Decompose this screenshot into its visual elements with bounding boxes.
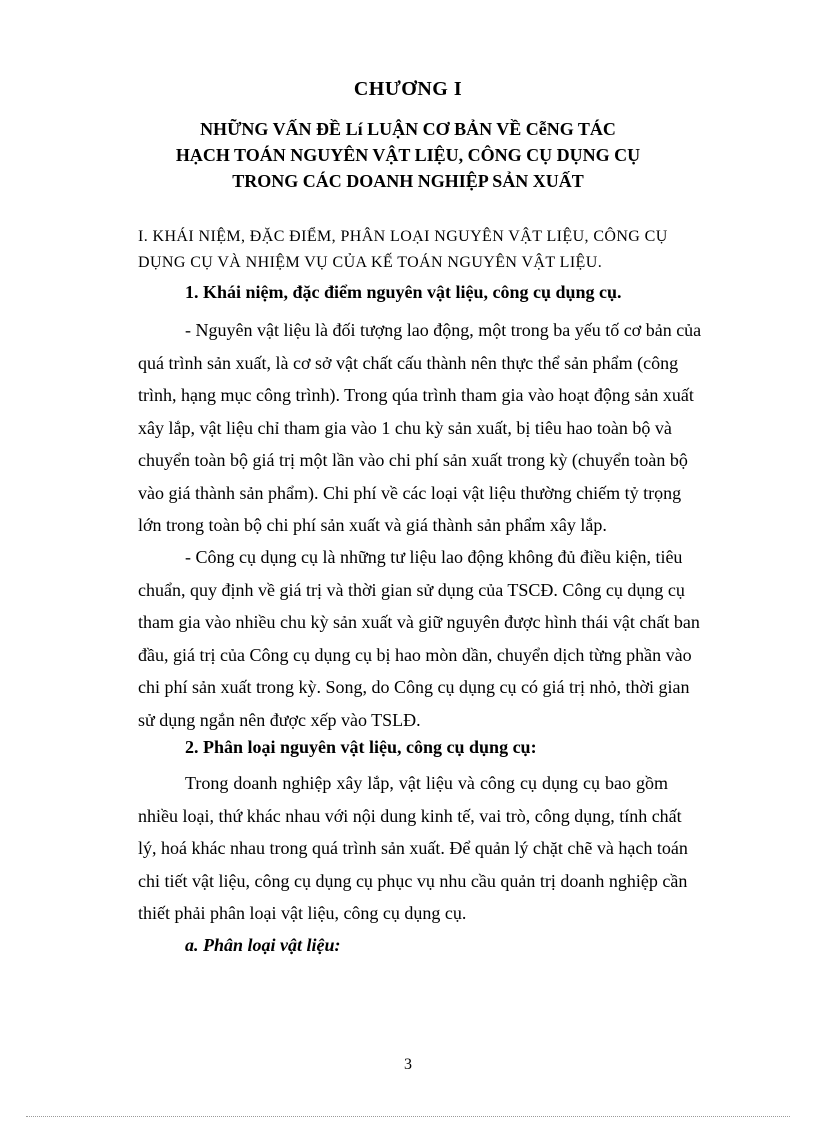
paragraph-line: chuẩn, quy định về giá trị và thời gian sử dụng của TSCĐ. Công cụ dụng cụ <box>138 579 685 600</box>
section-heading-line: DỤNG CỤ VÀ NHIỆM VỤ CỦA KẾ TOÁN NGUYÊN VẬT LIỆU. <box>138 254 603 271</box>
subsection-heading-1: 1. Khái niệm, đặc điểm nguyên vật liệu, công cụ dụng cụ. <box>185 282 622 302</box>
paragraph-classification <box>138 767 688 930</box>
paragraph-line: vào giá thành sản phẩm). Chi phí về các loại vật liệu thường chiếm tỷ trọng <box>138 482 682 503</box>
paragraph-line: sử dụng ngắn nên được xếp vào TSLĐ. <box>138 709 421 730</box>
subsection-heading-2: 2. Phân loại nguyên vật liệu, công cụ dụng cụ: <box>185 737 537 757</box>
subsection-heading-a: a. Phân loại vật liệu: <box>185 935 341 955</box>
paragraph-line: chi phí sản xuất trong kỳ. Song, do Công cụ dụng cụ có giá trị nhỏ, thời gian <box>138 677 690 697</box>
paragraph-line: Trong doanh nghiệp xây lắp, vật liệu và công cụ dụng cụ bao gồm <box>185 773 668 793</box>
paragraph-line: - Công cụ dụng cụ là những tư liệu lao động không đủ điều kiện, tiêu <box>185 547 683 567</box>
paragraph-line: nhiều loại, thứ khác nhau với nội dung kinh tế, vai trò, công dụng, tính chất <box>138 805 682 826</box>
paragraph-line: thiết phải phân loại vật liệu, công cụ dụng cụ. <box>138 903 467 923</box>
chapter-title <box>0 116 816 194</box>
paragraph-raw-materials <box>138 314 702 542</box>
chapter-heading: CHƯƠNG I <box>353 78 463 100</box>
paragraph-line: đầu, giá trị của Công cụ dụng cụ bị hao mòn dần, chuyển dịch từng phần vào <box>138 644 692 665</box>
section-heading-line: I. KHÁI NIỆM, ĐẶC ĐIỂM, PHÂN LOẠI NGUYÊN VẬT LIỆU, CÔNG CỤ <box>138 228 668 245</box>
paragraph-line: lớn trong toàn bộ chi phí sản xuất và giá thành sản phẩm xây lắp. <box>138 515 607 535</box>
paragraph-line: quá trình sản xuất, là cơ sở vật chất cấu thành nên thực thể sản phẩm (công <box>138 352 679 373</box>
paragraph-line: - Nguyên vật liệu là đối tượng lao động, một trong ba yếu tố cơ bản của <box>185 320 702 340</box>
section-heading <box>138 224 668 276</box>
chapter-title-line: HẠCH TOÁN NGUYÊN VẬT LIỆU, CÔNG CỤ DỤNG CỤ <box>175 145 641 165</box>
chapter-title-line: TRONG CÁC DOANH NGHIỆP SẢN XUẤT <box>232 171 584 191</box>
footer-divider <box>26 1116 790 1117</box>
paragraph-line: xây lắp, vật liệu chỉ tham gia vào 1 chu kỳ sản xuất, bị tiêu hao toàn bộ và <box>138 417 672 438</box>
paragraph-line: chi tiết vật liệu, công cụ dụng cụ phục vụ nhu cầu quản trị doanh nghiệp cần <box>138 870 688 891</box>
paragraph-tools <box>138 541 700 736</box>
paragraph-line: lý, hoá khác nhau trong quá trình sản xuất. Để quản lý chặt chẽ và hạch toán <box>138 838 688 858</box>
paragraph-line: chuyển toàn bộ giá trị một lần vào chi phí sản xuất trong kỳ (chuyển toàn bộ <box>138 450 688 470</box>
paragraph-line: trình, hạng mục công trình). Trong qúa trình tham gia vào hoạt động sản xuất <box>138 385 694 405</box>
paragraph-line: tham gia vào nhiều chu kỳ sản xuất và giữ nguyên được hình thái vật chất ban <box>138 612 700 632</box>
page-number: 3 <box>404 1056 412 1073</box>
chapter-title-line: NHỮNG VẤN ĐỀ Lí LUẬN CƠ BẢN VỀ CễNG TÁC <box>200 119 616 139</box>
